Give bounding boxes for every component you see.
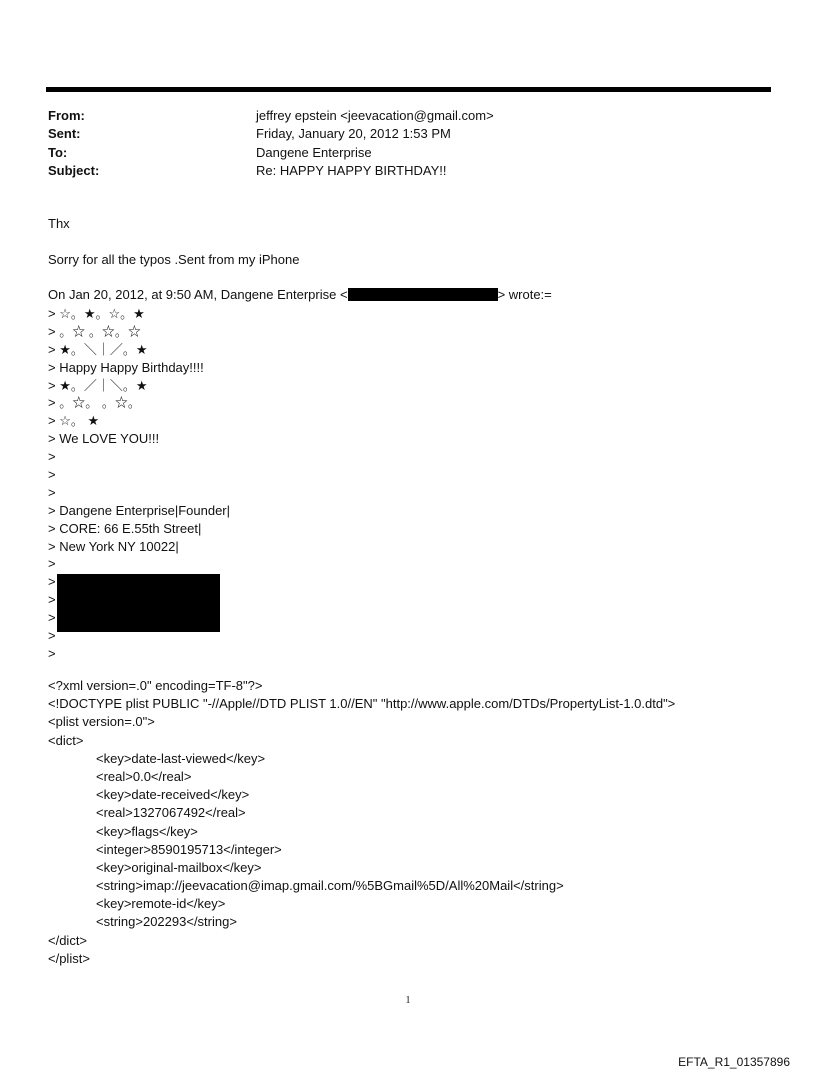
quoted-line: > 。☆。 。☆。 — [48, 395, 141, 411]
plist-xml — [48, 677, 675, 968]
quoted-line: > Happy Happy Birthday!!!! — [48, 359, 204, 375]
email-redaction — [348, 288, 498, 301]
xml-line: <?xml version=.0" encoding=TF-8"?> — [48, 678, 263, 693]
xml-line: <plist version=.0"> — [48, 714, 155, 730]
page-number: 1 — [405, 995, 411, 1006]
document-id-stamp: EFTA_R1_01357896 — [678, 1055, 790, 1069]
subject-label: Subject: — [48, 162, 100, 178]
subject-row — [48, 162, 494, 180]
to-label: To: — [48, 144, 68, 160]
quoted-line: > — [48, 484, 56, 500]
xml-line: <!DOCTYPE plist PUBLIC "-//Apple//DTD PLIST 1.0//EN" "http://www.apple.com/DTDs/PropertyList-1.0.dtd"> — [48, 696, 676, 712]
xml-line: <string>imap://jeevacation@imap.gmail.com/%5BGmail%5D/All%20Mail</string> — [96, 878, 564, 894]
quoted-line: > — [48, 592, 56, 608]
reply-text: Thx — [48, 216, 70, 231]
quoted-line: > 。☆ 。☆。☆ — [48, 323, 141, 339]
xml-line: <real>1327067492</real> — [96, 805, 246, 821]
xml-line: <key>original-mailbox</key> — [96, 859, 262, 875]
to-value: Dangene Enterprise — [256, 144, 372, 160]
quoted-line: > Dangene Enterprise|Founder| — [48, 502, 231, 518]
quoted-line: > We LOVE YOU!!! — [48, 431, 160, 447]
xml-line: <real>0.0</real> — [96, 768, 192, 784]
signature-text: Sorry for all the typos .Sent from my iPhone — [48, 252, 300, 267]
xml-line: </dict> — [48, 932, 88, 948]
xml-line: </plist> — [48, 950, 90, 966]
xml-line: <key>flags</key> — [96, 823, 198, 839]
quoted-line: > ☆。 ★ — [48, 413, 100, 429]
wrote-prefix: On Jan 20, 2012, at 9:50 AM, Dangene Enterprise < — [48, 287, 348, 302]
sent-row — [48, 125, 494, 143]
quoted-line: > New York NY 10022| — [48, 538, 179, 554]
sent-value: Friday, January 20, 2012 1:53 PM — [256, 126, 451, 142]
quoted-line: > ★。＼｜／。★ — [48, 341, 148, 357]
quoted-line: > — [48, 645, 56, 661]
from-label: From: — [48, 108, 85, 123]
quoted-line: > — [48, 574, 56, 590]
quoted-line: > — [48, 556, 56, 572]
quoted-line: > ☆。★。☆。★ — [48, 306, 145, 321]
to-row — [48, 144, 494, 162]
quoted-line: > — [48, 449, 56, 465]
subject-value: Re: HAPPY HAPPY BIRTHDAY!! — [256, 162, 447, 178]
xml-line: <key>date-received</key> — [96, 787, 250, 803]
xml-line: <key>remote-id</key> — [96, 896, 226, 912]
quoted-line: > CORE: 66 E.55th Street| — [48, 520, 202, 536]
wrote-suffix: > wrote:= — [497, 287, 552, 302]
email-header — [48, 107, 494, 180]
quoted-line: > ★。／｜＼。★ — [48, 377, 148, 393]
quoted-line: > — [48, 610, 56, 626]
header-rule — [46, 87, 771, 92]
from-row — [48, 107, 494, 125]
xml-line: <string>202293</string> — [96, 914, 237, 930]
xml-line: <integer>8590195713</integer> — [96, 841, 282, 857]
quoted-line: > — [48, 467, 56, 483]
xml-line: <key>date-last-viewed</key> — [96, 750, 266, 766]
xml-line: <dict> — [48, 732, 84, 748]
from-value: jeffrey epstein <jeevacation@gmail.com> — [256, 108, 494, 123]
wrote-line — [48, 287, 552, 302]
quoted-line: > — [48, 628, 56, 644]
contact-redaction — [57, 574, 220, 632]
sent-label: Sent: — [48, 126, 81, 142]
